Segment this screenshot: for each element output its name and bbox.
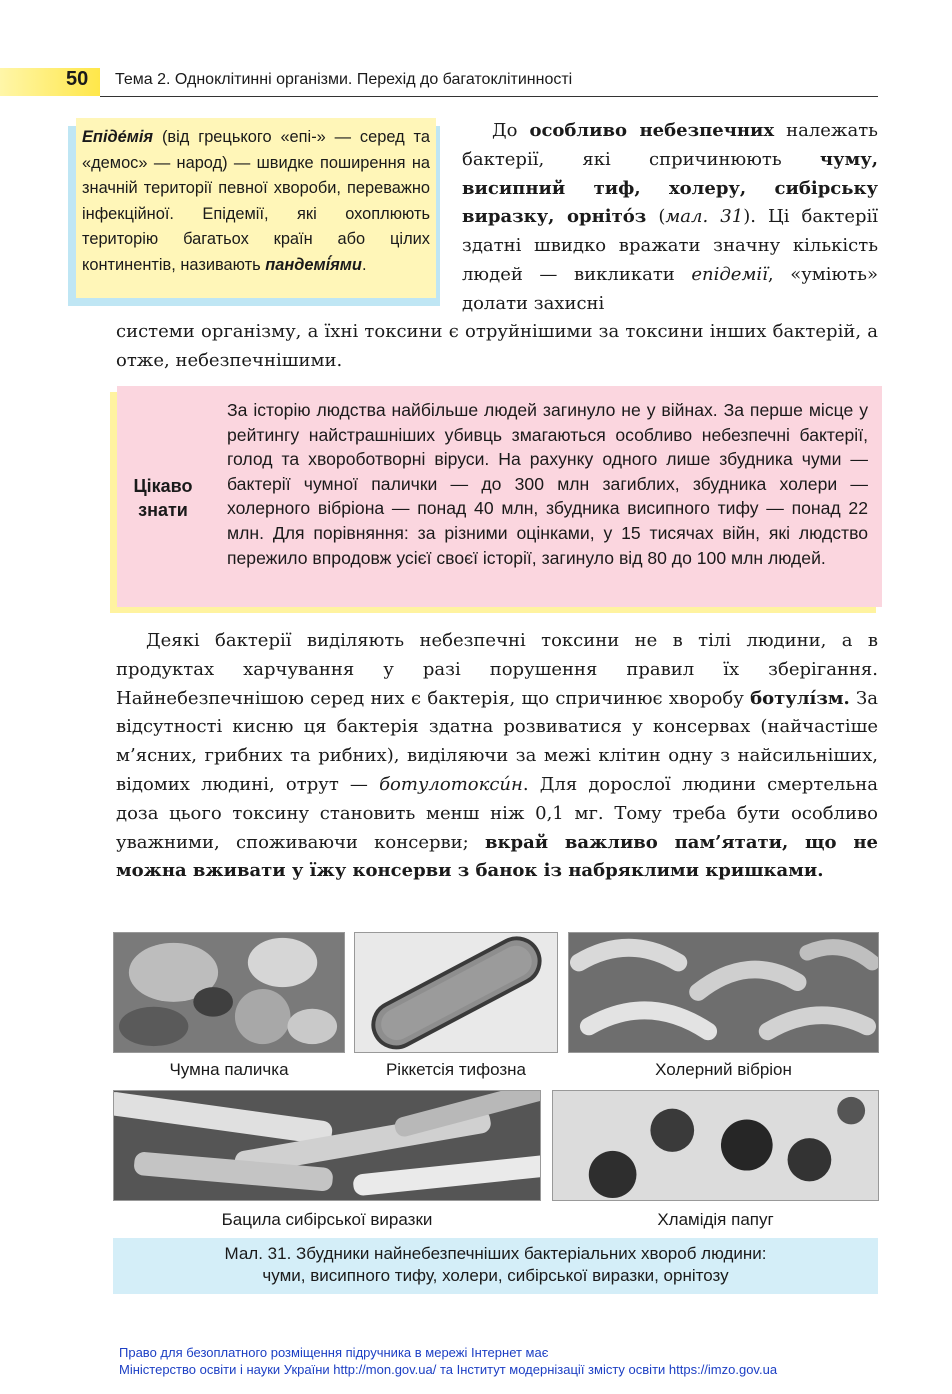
p2-text: . Для дорослої людини смертельна доза цього токсину становить менш ніж 0,1 мг. Тому треба бути особливо уважними, споживаючи консерви; bbox=[116, 773, 879, 853]
p1-text: належать бактерії, які спричинюють bbox=[462, 120, 878, 170]
paragraph-botulism bbox=[116, 627, 878, 886]
footer-line2: Міністерство освіти і науки України http://mon.gov.ua/ та Інститут модернізації змісту освіти https://imzo.gov.ua bbox=[119, 1362, 778, 1377]
p1-text: , «уміють» долати захисні bbox=[462, 263, 878, 314]
p2-botulotoxin-italic: ботулотокси́н bbox=[379, 773, 523, 795]
paragraph-dangerous-bacteria bbox=[462, 117, 878, 319]
figure-caption bbox=[113, 1238, 878, 1294]
paragraph-dangerous-bacteria-continued: системи організму, а їхні токсини є отруйнішими за токсини інших бактерій, а отже, небезпечнішими. bbox=[116, 321, 878, 371]
caption-chlamydia: Хламідія папуг bbox=[657, 1210, 774, 1229]
definition-term-pandemic: пандемі́ями bbox=[265, 255, 362, 274]
anthrax-bacillus-photo bbox=[113, 1090, 541, 1201]
p2-warning-bold: вкрай важливо пам’ятати, що не можна вживати у їжу консерви з банок із набряклими кришками. bbox=[116, 831, 878, 882]
p1-epidemics-italic: епідемії bbox=[691, 263, 768, 285]
caption-cholera: Холерний вібріон bbox=[655, 1060, 792, 1079]
footer-line1: Право для безоплатного розміщення підручника в мережі Інтернет має bbox=[119, 1345, 549, 1360]
p1-diseases-bold: чуму, висипний тиф, холеру, сибірську виразку, орніто́з bbox=[462, 148, 878, 228]
psittacosis-chlamydia-photo bbox=[552, 1090, 879, 1201]
caption-anthrax: Бацила сибірської виразки bbox=[221, 1210, 433, 1229]
p2-botulism-bold: ботулі́зм. bbox=[750, 687, 850, 709]
p2-text: За відсутності кисню ця бактерія здатна розвиватися у консервах (найчастіше м’ясних, грибних та рибних), виділяючи за межі клітин одну з найсильніших, відомих людині, отрут — bbox=[116, 687, 878, 795]
definition-term: Епіде́мія bbox=[82, 128, 154, 146]
definition-text: (від грецького «епі-» — серед та «демос» — народ) — швидке поширення на значній території певної хвороби, переважно інфекційної. Епідемії, які охоплюють територію багатьох країн або цілих континентів, називають bbox=[82, 128, 430, 274]
interesting-label-line1: Цікаво bbox=[133, 476, 193, 496]
definition-box bbox=[76, 118, 436, 298]
figure-caption-line2: чуми, висипного тифу, холери, сибірської виразки, орнітозу bbox=[262, 1266, 729, 1285]
caption-plague: Чумна паличка bbox=[169, 1060, 289, 1079]
chapter-title: Тема 2. Одноклітинні організми. Перехід до багатоклітинності bbox=[115, 71, 573, 88]
cholera-vibrio-photo bbox=[568, 932, 879, 1053]
interesting-text: За історію людства найбільше людей загинуло не у війнах. За перше місце у рейтингу найстрашніших убивць змагаються особливо небезпечні бактерії, голод та хвороботворні віруси. На рахунку одного лише збудника чуми — бактерії чумної палички — до 300 млн загиблих, збудника холери — холерного вібріона — понад 40 млн, збудника висипного тифу — понад 22 млн. Для порівняння: за різними оцінками, у 15 тисячах війн, які людство пережило впродовж усієї своєї історії, загинуло від 80 до 100 млн людей. bbox=[227, 400, 868, 568]
p1-text: До bbox=[492, 120, 530, 141]
p1-text: ( bbox=[646, 206, 666, 228]
typhus-rickettsia-photo bbox=[354, 932, 558, 1053]
header-divider bbox=[100, 96, 878, 97]
figure-caption-line1: Мал. 31. Збудники найнебезпечніших бактеріальних хвороб людини: bbox=[224, 1244, 767, 1263]
interesting-label bbox=[117, 474, 209, 522]
p2-text: Деякі бактерії виділяють небезпечні токсини не в тілі людини, а в продуктах харчування у разі порушення правил їх зберігання. Найнебезпечнішою серед них є бактерія, що спричинює хворобу bbox=[116, 630, 878, 709]
p1-text: ). Ці бактерії здатні швидко вражати значну кількість людей — викликати bbox=[462, 206, 879, 285]
definition-end: . bbox=[361, 255, 367, 274]
caption-typhus: Ріккетсія тифозна bbox=[385, 1060, 527, 1079]
interesting-label-line2: знати bbox=[138, 500, 188, 520]
plague-bacillus-photo bbox=[113, 932, 345, 1053]
page-number: 50 bbox=[66, 68, 89, 90]
p1-bold: особливо небезпечних bbox=[529, 120, 775, 141]
p1-figure-ref: мал. 31 bbox=[665, 206, 744, 228]
footer-notice bbox=[119, 1344, 777, 1378]
